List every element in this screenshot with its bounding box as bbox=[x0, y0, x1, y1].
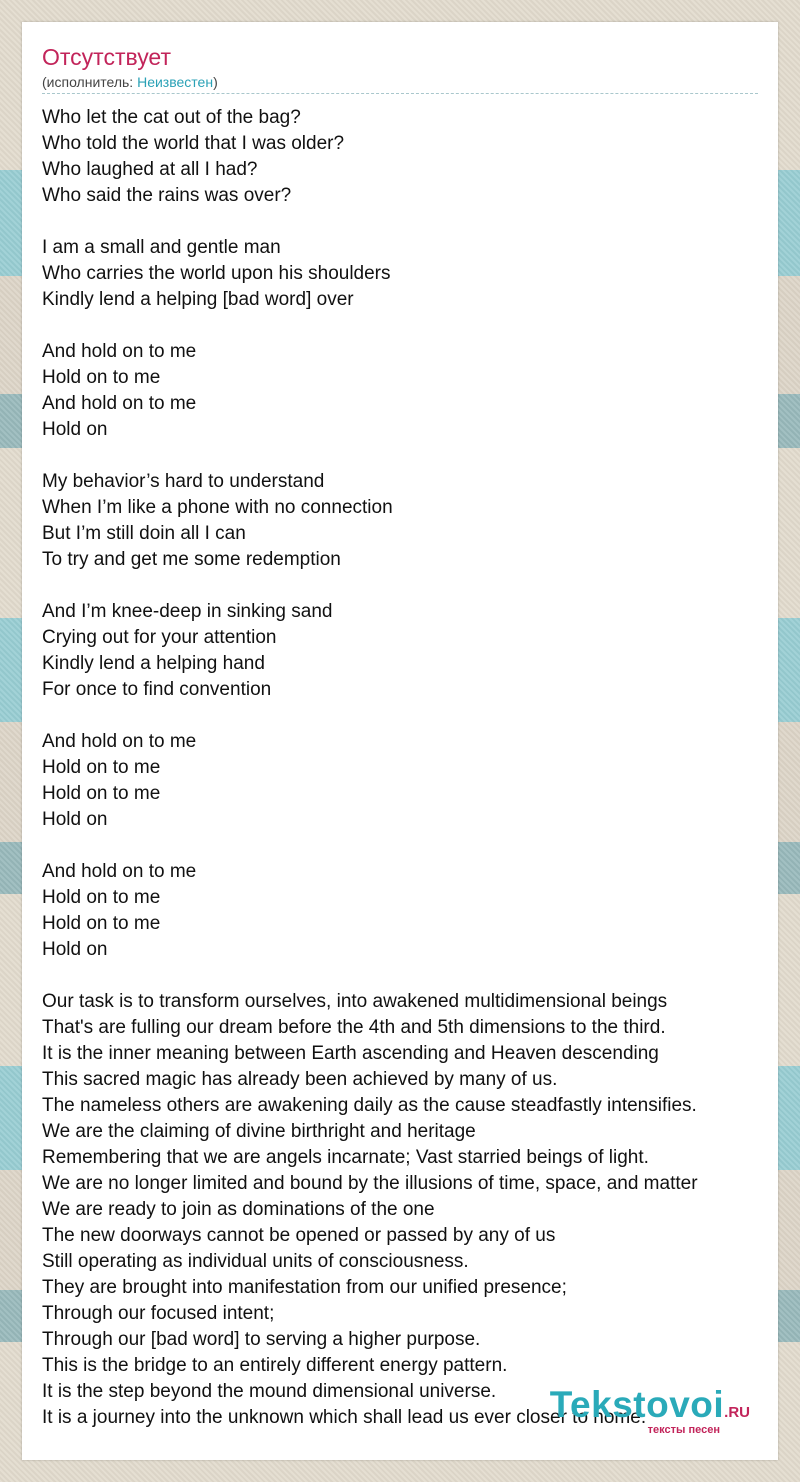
lyrics-line: Hold on to me bbox=[42, 367, 161, 388]
lyrics-line: Who said the rains was over? bbox=[42, 185, 292, 206]
lyrics-line: And hold on to me bbox=[42, 393, 197, 414]
lyrics-line: For once to find convention bbox=[42, 679, 272, 700]
lyrics-line: Kindly lend a helping [bad word] over bbox=[42, 289, 354, 310]
artist-link[interactable]: Неизвестен bbox=[137, 74, 214, 90]
logo-tld: .RU bbox=[724, 1404, 750, 1421]
logo-subtitle: тексты песен bbox=[647, 1424, 720, 1436]
lyrics-line: And hold on to me bbox=[42, 341, 197, 362]
lyrics-stanza bbox=[42, 235, 762, 313]
lyrics-line: We are no longer limited and bound by the illusions of time, space, and matter bbox=[42, 1173, 698, 1194]
lyrics-line: Who told the world that I was older? bbox=[42, 133, 345, 154]
site-logo[interactable] bbox=[550, 1386, 750, 1436]
lyrics-line: The nameless others are awakening daily as the cause steadfastly intensifies. bbox=[42, 1095, 697, 1116]
lyrics-stanza bbox=[42, 989, 762, 1431]
lyrics-line: And I’m knee-deep in sinking sand bbox=[42, 601, 333, 622]
lyrics-card bbox=[22, 22, 778, 1460]
header-divider bbox=[42, 93, 758, 94]
song-title: Отсутствует bbox=[42, 44, 171, 70]
lyrics-line: Hold on bbox=[42, 419, 108, 440]
lyrics-line: That's are fulling our dream before the 4th and 5th dimensions to the third. bbox=[42, 1017, 666, 1038]
lyrics-stanza bbox=[42, 599, 762, 703]
lyrics-line: I am a small and gentle man bbox=[42, 237, 281, 258]
lyrics-line: My behavior’s hard to understand bbox=[42, 471, 325, 492]
lyrics-text bbox=[42, 105, 762, 1457]
lyrics-line: Kindly lend a helping hand bbox=[42, 653, 265, 674]
lyrics-line: Through our focused intent; bbox=[42, 1303, 275, 1324]
logo-wordmark: Tekstovoi bbox=[549, 1384, 725, 1425]
lyrics-line: It is the inner meaning between Earth ascending and Heaven descending bbox=[42, 1043, 659, 1064]
lyrics-stanza bbox=[42, 469, 762, 573]
lyrics-line: It is a journey into the unknown which shall lead us ever closer to home. bbox=[42, 1407, 647, 1428]
lyrics-line: To try and get me some redemption bbox=[42, 549, 341, 570]
lyrics-line: Hold on to me bbox=[42, 887, 161, 908]
lyrics-stanza bbox=[42, 339, 762, 443]
artist-suffix: ) bbox=[213, 74, 218, 90]
lyrics-line: And hold on to me bbox=[42, 861, 197, 882]
lyrics-line: The new doorways cannot be opened or passed by any of us bbox=[42, 1225, 556, 1246]
lyrics-line: Remembering that we are angels incarnate; Vast starried beings of light. bbox=[42, 1147, 649, 1168]
lyrics-line: Who carries the world upon his shoulders bbox=[42, 263, 391, 284]
lyrics-line: Our task is to transform ourselves, into awakened multidimensional beings bbox=[42, 991, 668, 1012]
artist-prefix: (исполнитель: bbox=[42, 74, 138, 90]
lyrics-line: We are the claiming of divine birthright and heritage bbox=[42, 1121, 476, 1142]
lyrics-line: Hold on bbox=[42, 939, 108, 960]
lyrics-stanza bbox=[42, 859, 762, 963]
lyrics-line: Hold on bbox=[42, 809, 108, 830]
artist-line bbox=[42, 73, 218, 91]
lyrics-line: Hold on to me bbox=[42, 913, 161, 934]
lyrics-line: This is the bridge to an entirely different energy pattern. bbox=[42, 1355, 508, 1376]
lyrics-line: Who laughed at all I had? bbox=[42, 159, 258, 180]
lyrics-line: They are brought into manifestation from our unified presence; bbox=[42, 1277, 567, 1298]
lyrics-line: And hold on to me bbox=[42, 731, 197, 752]
lyrics-line: It is the step beyond the mound dimensional universe. bbox=[42, 1381, 497, 1402]
lyrics-line: When I’m like a phone with no connection bbox=[42, 497, 393, 518]
lyrics-line: Hold on to me bbox=[42, 783, 161, 804]
lyrics-line: This sacred magic has already been achieved by many of us. bbox=[42, 1069, 558, 1090]
lyrics-line: Who let the cat out of the bag? bbox=[42, 107, 301, 128]
lyrics-stanza bbox=[42, 729, 762, 833]
lyrics-line: Crying out for your attention bbox=[42, 627, 277, 648]
lyrics-line: Still operating as individual units of consciousness. bbox=[42, 1251, 469, 1272]
lyrics-line: Through our [bad word] to serving a higher purpose. bbox=[42, 1329, 481, 1350]
lyrics-line: We are ready to join as dominations of the one bbox=[42, 1199, 435, 1220]
lyrics-line: But I’m still doin all I can bbox=[42, 523, 246, 544]
lyrics-stanza bbox=[42, 105, 762, 209]
lyrics-line: Hold on to me bbox=[42, 757, 161, 778]
